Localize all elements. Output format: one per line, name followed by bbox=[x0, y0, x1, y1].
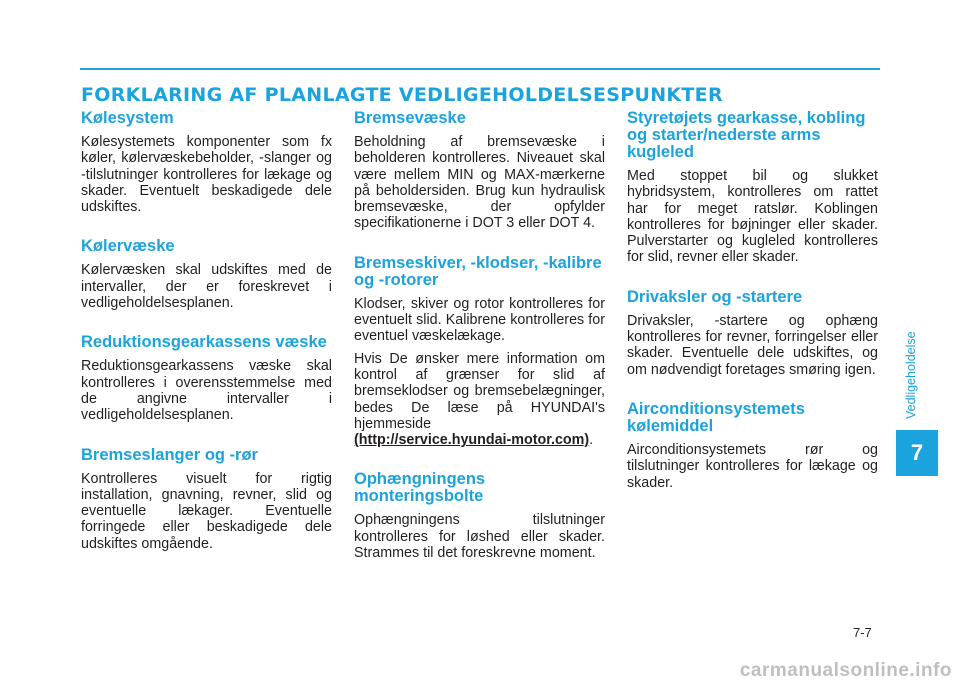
section-heading: Ophængningens monteringsbolte bbox=[354, 470, 486, 506]
section-heading: Drivaksler og -startere bbox=[627, 287, 803, 306]
page-number: 7-7 bbox=[853, 625, 872, 640]
watermark: carmanualsonline.info bbox=[739, 660, 952, 681]
section-text: Kontrolleres visuelt for rigtig installation, gnavning, revner, slid og eventuelle lækager. Eventuelle forringede eller beskadigede dele udskiftes omgående. bbox=[81, 470, 332, 552]
column-3 bbox=[627, 110, 878, 514]
side-tab-label: Vedligeholdelse bbox=[904, 331, 918, 419]
section-text: Med stoppet bil og slukket hybridsystem, kontrolleres om rattet har for meget ratslør. Koblingen kontrolleres for bøjninger eller skader. Pulverstarter og kugleled kontrolleres for slid, revner eller skader. bbox=[627, 168, 878, 266]
section-heading: Bremseskiver, -klodser, -kalibre og -rotorer bbox=[354, 253, 602, 289]
section-bremsevaeske bbox=[354, 110, 605, 232]
section-ophaengning bbox=[354, 471, 605, 561]
section-heading: Bremsevæske bbox=[354, 109, 466, 127]
section-heading: Bremseslanger og -rør bbox=[81, 445, 258, 464]
section-text: Airconditionsystemets rør og tilslutninger kontrolleres for lækage og skader. bbox=[627, 441, 878, 491]
section-text: Reduktionsgearkassens væske skal kontrolleres i overensstemmelse med de angivne intervaller i vedligeholdelsesplanen. bbox=[81, 358, 332, 424]
section-reduktionsgearkasse bbox=[81, 334, 332, 423]
section-text: Kølesystemets komponenter som fx køler, kølervæskebeholder, -slanger og -tilslutninger kontrolleres for lækage og skader. Eventuelt beskadigede dele udskiftes. bbox=[81, 134, 332, 216]
section-bremseskiver bbox=[354, 255, 605, 449]
column-2 bbox=[354, 110, 605, 584]
section-kolervaeske bbox=[81, 238, 332, 311]
section-heading: Airconditionsystemets kølemiddel bbox=[627, 399, 805, 435]
top-rule bbox=[80, 68, 880, 70]
section-bremseslanger bbox=[81, 447, 332, 552]
section-link-line: (http://service.hyundai-motor.com). bbox=[354, 432, 594, 449]
chapter-number-box: 7 bbox=[896, 430, 938, 476]
section-text: Hvis De ønsker mere information om kontrol af grænser for slid af bremseklodser og bremsebelægninger, bedes De læse på HYUNDAI's hjemmeside bbox=[354, 350, 605, 432]
section-text: Beholdning af bremsevæske i beholderen kontrolleres. Niveauet skal være mellem MIN og MAX-mærkerne på beholdersiden. Brug kun hydraulisk bremsevæske, der opfylder specifikationerne i DOT 3 eller DOT 4. bbox=[354, 134, 605, 232]
section-aircondition bbox=[627, 401, 878, 491]
section-text: Drivaksler, -startere og ophæng kontrolleres for revner, forringelser eller skader. Eventuelle dele udskiftes, og om nødvendigt foretages smøring igen. bbox=[627, 312, 878, 378]
section-heading: Kølervæske bbox=[81, 237, 175, 256]
section-drivaksler bbox=[627, 289, 878, 378]
section-text: Ophængningens tilslutninger kontrolleres for løshed eller skader. Strammes til det foreskrevne moment. bbox=[354, 512, 605, 562]
section-styretoj bbox=[627, 110, 878, 266]
section-text: Klodser, skiver og rotor kontrolleres for eventuelt slid. Kalibrene kontrolleres for eventuel væskelækage. bbox=[354, 295, 605, 345]
section-heading: Reduktionsgearkassens væske bbox=[81, 333, 327, 352]
section-text: Kølervæsken skal udskiftes med de intervaller, der er foreskrevet i vedligeholdelsesplanen. bbox=[81, 262, 332, 312]
column-1 bbox=[81, 110, 332, 575]
section-kolesystem bbox=[81, 110, 332, 215]
hyundai-service-link[interactable]: (http://service.hyundai-motor.com) bbox=[354, 432, 590, 449]
page-title: FORKLARING AF PLANLAGTE VEDLIGEHOLDELSESPUNKTER bbox=[81, 84, 723, 106]
section-heading: Kølesystem bbox=[81, 109, 174, 127]
section-heading: Styretøjets gearkasse, kobling og starter/nederste arms kugleled bbox=[627, 109, 866, 161]
